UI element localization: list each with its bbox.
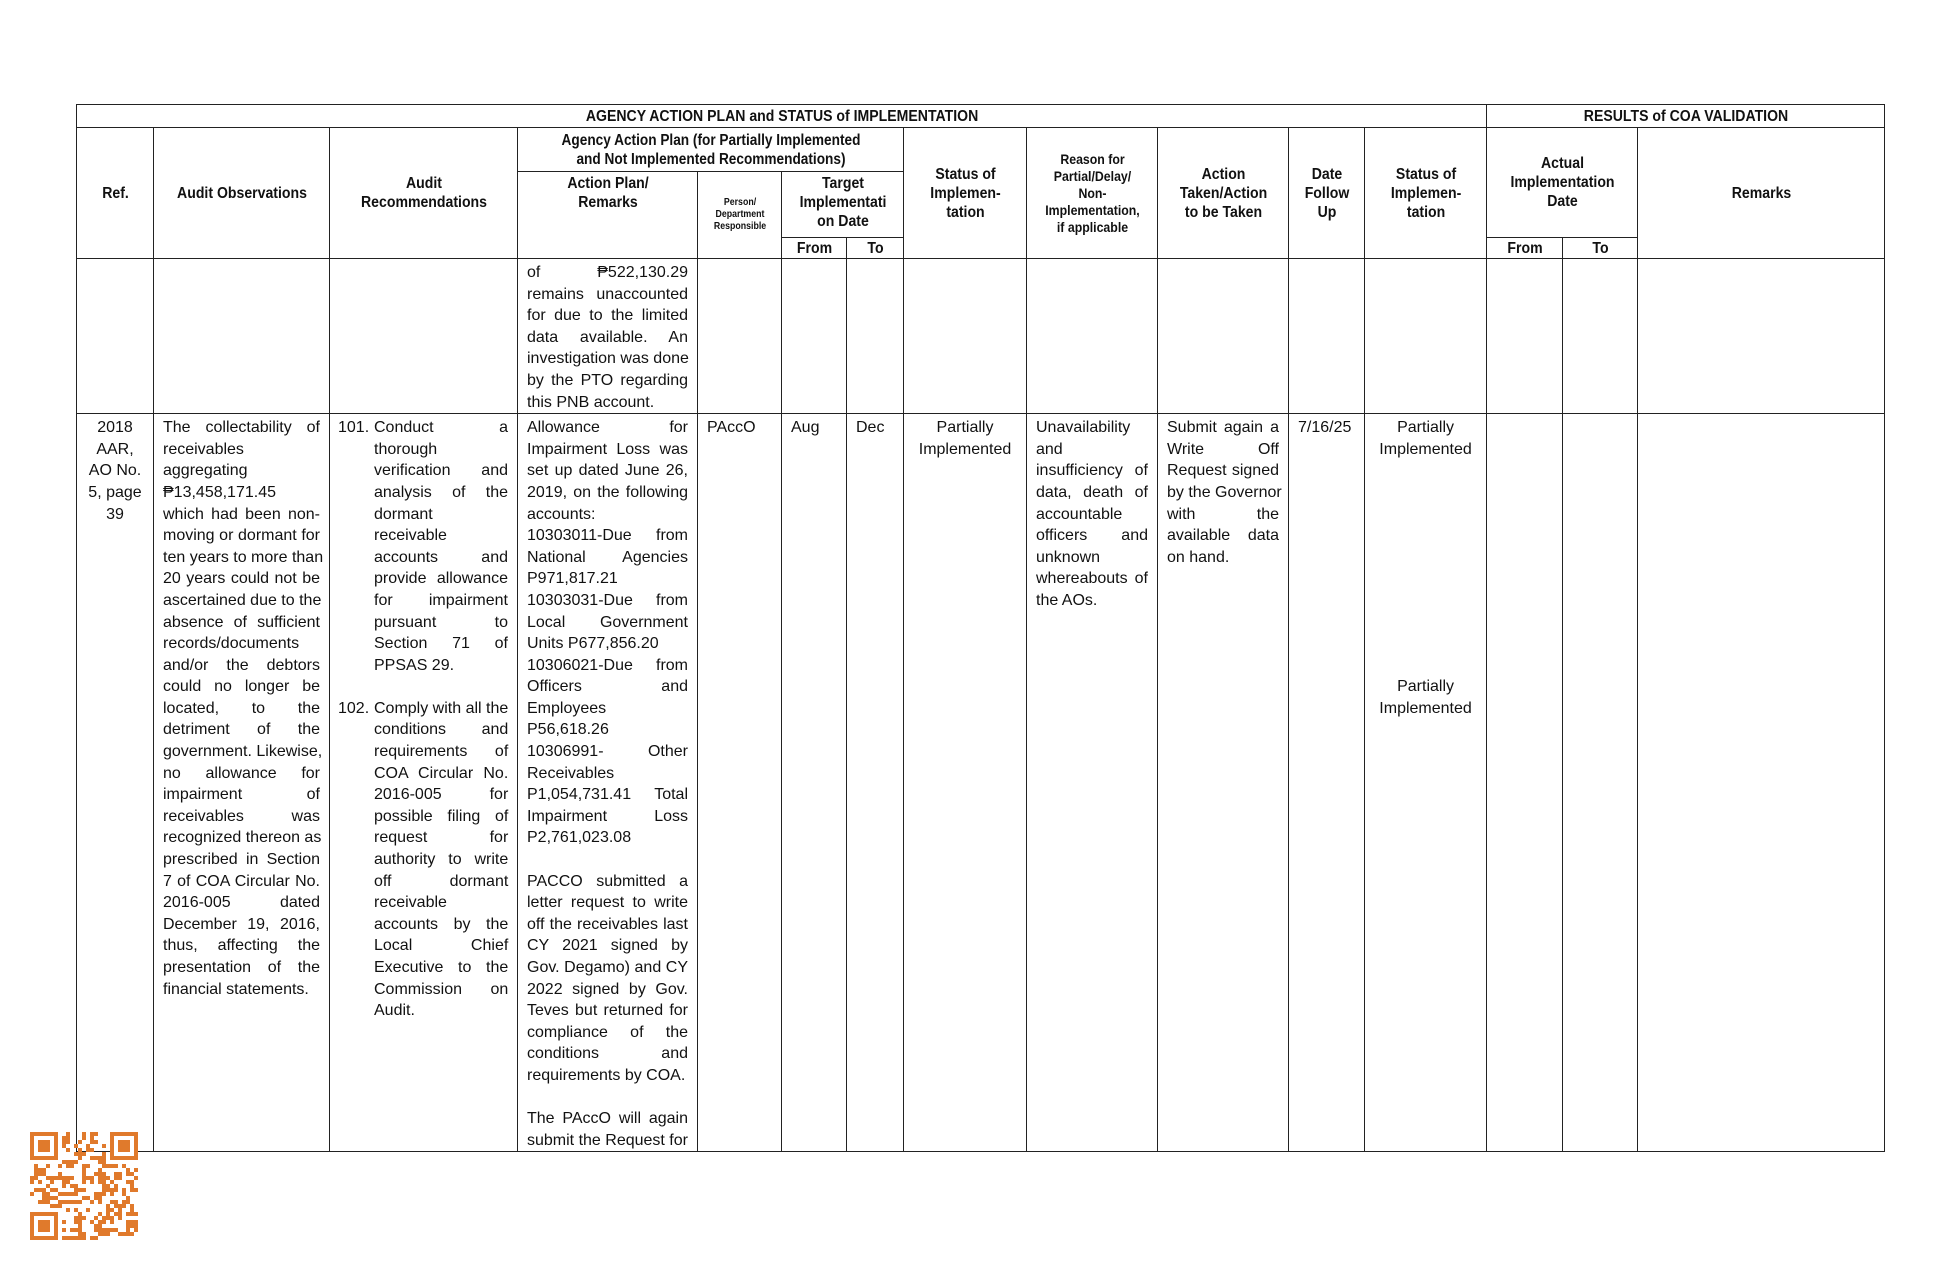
action-plan-remarks-header: Action Plan/ Remarks (528, 172, 686, 259)
qr-module (70, 1184, 74, 1188)
qr-module (134, 1228, 138, 1232)
qr-module (122, 1204, 126, 1208)
qr-module (122, 1192, 126, 1196)
qr-module (82, 1164, 86, 1168)
qr-module (130, 1220, 134, 1224)
qr-module (66, 1208, 70, 1212)
qr-module (70, 1176, 74, 1180)
actual-from-cell (1487, 414, 1563, 1152)
remarks-header: Remarks (1652, 128, 1869, 259)
recommendation-102: 102. Comply with all the conditions and requirements of COA Circular No. 2016-005 for possible filing of request for authority to write off dormant receivable accounts by the Local Chief Executive to the Commission on Audit. (338, 699, 509, 1020)
qr-module (50, 1176, 54, 1180)
qr-module (74, 1188, 78, 1192)
qr-module (118, 1232, 122, 1236)
qr-module (94, 1132, 98, 1136)
qr-module (58, 1176, 62, 1180)
qr-module (62, 1176, 66, 1180)
qr-module (82, 1172, 86, 1176)
qr-module (70, 1200, 74, 1204)
qr-module (90, 1180, 94, 1184)
qr-module (90, 1156, 94, 1160)
qr-module (134, 1168, 138, 1172)
qr-module (62, 1144, 66, 1148)
qr-module (114, 1188, 118, 1192)
qr-module (38, 1172, 42, 1176)
qr-module (98, 1172, 102, 1176)
qr-module (118, 1208, 122, 1212)
action-taken-text: Submit again a Write Off Request signed by the Governor with the available data on hand. (1167, 419, 1282, 566)
qr-module (114, 1164, 118, 1168)
qr-module (98, 1224, 102, 1228)
qr-module (58, 1204, 62, 1208)
qr-module (98, 1176, 102, 1180)
qr-module (98, 1160, 102, 1164)
qr-module (78, 1140, 82, 1144)
qr-module (46, 1200, 50, 1204)
actual-to-header: To (1567, 238, 1633, 259)
qr-module (62, 1136, 66, 1140)
qr-module (110, 1164, 114, 1168)
qr-module (98, 1192, 102, 1196)
qr-module (114, 1212, 118, 1216)
qr-module (86, 1144, 90, 1148)
qr-module (34, 1176, 38, 1180)
qr-module (130, 1232, 134, 1236)
qr-module (90, 1236, 94, 1240)
cont-observation-cell (154, 259, 330, 414)
qr-module (74, 1220, 78, 1224)
qr-module (30, 1180, 34, 1184)
qr-module (82, 1180, 86, 1184)
qr-module (94, 1236, 98, 1240)
qr-module (62, 1220, 66, 1224)
qr-module (90, 1220, 94, 1224)
coa-status-cell (1365, 414, 1487, 1152)
qr-module (122, 1232, 126, 1236)
qr-module (94, 1228, 98, 1232)
target-to-cell: Dec (847, 414, 904, 1152)
qr-module (70, 1160, 74, 1164)
qr-module (126, 1220, 130, 1224)
qr-module (98, 1212, 102, 1216)
qr-module (106, 1188, 110, 1192)
qr-module (102, 1184, 106, 1188)
qr-module (102, 1192, 106, 1196)
qr-module (90, 1200, 94, 1204)
qr-module (78, 1156, 82, 1160)
coa-status-text: Partially Implemented Partially Implemented (1379, 419, 1472, 717)
qr-module (74, 1144, 78, 1148)
ref-header: Ref. (81, 128, 149, 259)
qr-module (102, 1172, 106, 1176)
qr-module (34, 1172, 38, 1176)
qr-module (102, 1232, 106, 1236)
qr-module (110, 1188, 114, 1192)
action-taken-header: Action Taken/Action to be Taken (1165, 128, 1280, 259)
qr-module (82, 1168, 86, 1172)
status-cell (904, 414, 1027, 1152)
qr-module (98, 1180, 102, 1184)
reason-text: Unavailability and insufficiency of data, death of accountable officers and unknown whereabouts of the AOs. (1036, 419, 1148, 609)
qr-module (102, 1228, 106, 1232)
qr-module (66, 1132, 70, 1136)
qr-module (102, 1160, 106, 1164)
qr-module (86, 1164, 90, 1168)
qr-module (122, 1200, 126, 1204)
audit-recommendations-header: Audit Recommendations (341, 128, 506, 259)
agency-action-plan-header: Agency Action Plan (for Partially Implemented and Not Implemented Recommendations) (541, 128, 881, 172)
ref-text: 2018 AAR, AO No. 5, page 39 (88, 419, 142, 523)
qr-module (134, 1188, 138, 1192)
qr-module (42, 1188, 46, 1192)
person-responsible-header: Person/ Department Responsible (703, 172, 777, 259)
qr-module (78, 1232, 82, 1236)
action-plan-table (76, 104, 1885, 1152)
qr-module (82, 1152, 86, 1156)
qr-module (126, 1180, 130, 1184)
qr-module (94, 1156, 98, 1160)
table-row (77, 414, 1885, 1152)
qr-module (54, 1196, 58, 1200)
qr-module (134, 1176, 138, 1180)
qr-module (102, 1220, 106, 1224)
qr-module (78, 1152, 82, 1156)
qr-module (74, 1152, 78, 1156)
qr-module (118, 1216, 122, 1220)
qr-module (134, 1212, 138, 1216)
qr-finder-inner (38, 1220, 50, 1232)
qr-module (86, 1208, 90, 1212)
qr-module (126, 1212, 130, 1216)
qr-module (34, 1168, 38, 1172)
qr-module (66, 1160, 70, 1164)
ref-cell (77, 414, 154, 1152)
qr-module (102, 1188, 106, 1192)
qr-module (30, 1176, 34, 1180)
qr-module (66, 1180, 70, 1184)
qr-module (50, 1188, 54, 1192)
qr-module (126, 1200, 130, 1204)
qr-module (94, 1140, 98, 1144)
qr-module (110, 1180, 114, 1184)
qr-module (114, 1184, 118, 1188)
qr-module (90, 1148, 94, 1152)
qr-module (102, 1156, 106, 1160)
qr-module (42, 1200, 46, 1204)
status-header: Status of Implemen- tation (911, 128, 1019, 259)
qr-module (70, 1164, 74, 1168)
qr-module (130, 1172, 134, 1176)
qr-module (38, 1168, 42, 1172)
qr-module (94, 1224, 98, 1228)
qr-module (66, 1192, 70, 1196)
cont-action-plan-text: of ₱522,130.29 remains unaccounted for due to the limited data available. An investigation was done by the PTO regarding this PNB account. (527, 264, 689, 411)
qr-module (126, 1232, 130, 1236)
qr-module (46, 1184, 50, 1188)
qr-module (66, 1164, 70, 1168)
qr-module (98, 1220, 102, 1224)
qr-module (110, 1216, 114, 1220)
qr-module (126, 1224, 130, 1228)
qr-module (114, 1228, 118, 1232)
qr-module (54, 1176, 58, 1180)
actual-from-header: From (1491, 238, 1558, 259)
cont-ref-cell (77, 259, 154, 414)
qr-module (98, 1232, 102, 1236)
qr-module (42, 1168, 46, 1172)
qr-code-icon (30, 1132, 138, 1240)
qr-module (34, 1164, 38, 1168)
qr-module (82, 1188, 86, 1192)
qr-module (126, 1196, 130, 1200)
qr-module (38, 1188, 42, 1192)
qr-module (114, 1200, 118, 1204)
qr-module (130, 1184, 134, 1188)
qr-module (118, 1176, 122, 1180)
actual-date-header: Actual Implementation Date (1496, 128, 1629, 238)
qr-module (90, 1136, 94, 1140)
qr-module (78, 1236, 82, 1240)
qr-module (110, 1192, 114, 1196)
qr-module (42, 1192, 46, 1196)
qr-module (130, 1180, 134, 1184)
qr-module (42, 1172, 46, 1176)
qr-module (122, 1164, 126, 1168)
qr-module (58, 1164, 62, 1168)
qr-module (74, 1192, 78, 1196)
qr-module (102, 1144, 106, 1148)
qr-module (66, 1140, 70, 1144)
audit-observations-header: Audit Observations (164, 128, 319, 259)
qr-module (106, 1228, 110, 1232)
qr-module (74, 1184, 78, 1188)
cont-recommendations-cell (330, 259, 518, 414)
qr-module (62, 1236, 66, 1240)
qr-module (98, 1200, 102, 1204)
qr-module (62, 1180, 66, 1184)
qr-module (54, 1188, 58, 1192)
qr-module (106, 1232, 110, 1236)
actual-to-cell (1563, 414, 1638, 1152)
qr-module (74, 1160, 78, 1164)
qr-module (46, 1192, 50, 1196)
qr-module (50, 1204, 54, 1208)
qr-module (94, 1192, 98, 1196)
reason-header: Reason for Partial/Delay/ Non- Implementation, if applicable (1034, 128, 1149, 259)
qr-module (98, 1156, 102, 1160)
qr-module (66, 1148, 70, 1152)
qr-module (62, 1228, 66, 1232)
qr-module (106, 1212, 110, 1216)
status-text: Partially Implemented (918, 419, 1012, 458)
qr-module (58, 1172, 62, 1176)
qr-module (62, 1192, 66, 1196)
recommendations-cell (330, 414, 518, 1152)
qr-module (74, 1216, 78, 1220)
qr-module (106, 1208, 110, 1212)
qr-module (50, 1180, 54, 1184)
coa-section-header: RESULTS of COA VALIDATION (1510, 105, 1860, 128)
action-plan-cell (518, 414, 698, 1152)
qr-module (106, 1176, 110, 1180)
qr-module (78, 1224, 82, 1228)
qr-module (106, 1184, 110, 1188)
qr-module (130, 1188, 134, 1192)
qr-module (122, 1188, 126, 1192)
qr-module (42, 1196, 46, 1200)
target-date-header: Target Implementati on Date (789, 172, 896, 238)
qr-module (118, 1172, 122, 1176)
observation-cell (154, 414, 330, 1152)
qr-module (98, 1196, 102, 1200)
qr-module (82, 1176, 86, 1180)
date-follow-up-header: Date Follow Up (1293, 128, 1360, 259)
qr-module (58, 1200, 62, 1204)
qr-module (82, 1136, 86, 1140)
qr-module (74, 1236, 78, 1240)
qr-module (134, 1224, 138, 1228)
target-from-cell: Aug (782, 414, 847, 1152)
qr-module (94, 1196, 98, 1200)
qr-module (90, 1132, 94, 1136)
qr-module (110, 1228, 114, 1232)
recommendation-101: 101. Conduct a thorough verification and analysis of the dormant receivable accounts and provide allowance for impairment pursuant to Section 71 of PPSAS 29. (338, 419, 508, 674)
qr-module (86, 1148, 90, 1152)
qr-module (94, 1216, 98, 1220)
qr-module (70, 1192, 74, 1196)
qr-module (74, 1228, 78, 1232)
person-responsible-cell: PAccO (698, 414, 782, 1152)
qr-module (78, 1212, 82, 1216)
date-follow-up-cell: 7/16/25 (1289, 414, 1365, 1152)
qr-finder-inner (118, 1140, 130, 1152)
qr-module (86, 1176, 90, 1180)
qr-module (50, 1196, 54, 1200)
coa-status-header: Status of Implemen- tation (1372, 128, 1479, 259)
qr-module (114, 1172, 118, 1176)
qr-module (130, 1208, 134, 1212)
qr-module (74, 1200, 78, 1204)
qr-module (78, 1216, 82, 1220)
qr-module (62, 1140, 66, 1144)
qr-module (82, 1216, 86, 1220)
qr-module (94, 1172, 98, 1176)
continuation-row (77, 259, 1885, 414)
qr-module (62, 1160, 66, 1164)
qr-module (102, 1152, 106, 1156)
qr-module (102, 1180, 106, 1184)
qr-module (82, 1196, 86, 1200)
qr-module (86, 1196, 90, 1200)
qr-module (106, 1204, 110, 1208)
qr-module (126, 1228, 130, 1232)
remarks-cell (1638, 414, 1885, 1152)
qr-module (126, 1168, 130, 1172)
qr-module (66, 1176, 70, 1180)
qr-module (38, 1200, 42, 1204)
qr-module (126, 1172, 130, 1176)
agency-section-header: AGENCY ACTION PLAN and STATUS of IMPLEMENTATION (161, 105, 1402, 128)
qr-module (30, 1192, 34, 1196)
qr-finder-inner (38, 1140, 50, 1152)
recommendations-text (330, 414, 517, 1022)
qr-module (102, 1176, 106, 1180)
qr-module (38, 1180, 42, 1184)
observation-text: The collectability of receivables aggregating ₱13,458,171.45 which had been non- moving or dormant for ten years to more than 20 years could not be ascertained due to the absence of sufficient records/documents and/or the debtors could no longer be located, to the detriment of the government. Likewise, no allowance for impairment of receivables was recognized thereon as prescribed in Section 7 of COA Circular No. 2016-005 dated December 19, 2016, thus, affecting the presentation of the financial statements. (163, 419, 324, 998)
qr-module (78, 1220, 82, 1224)
qr-module (110, 1208, 114, 1212)
action-plan-text: Allowance for Impairment Loss was set up dated June 26, 2019, on the following accounts: 10303011-Due from National Agencies P971,817.21 10303031-Due from Local Government Units P677,856.20 10306021-Due from Officers and Employees P56,618.26 10306991- Other Receivables P1,054,731.41 Total Impairment Loss P2,761,023.08 PACCO submitted a letter request to write off the receivables last CY 2021 signed by Gov. Degamo) and CY 2022 signed by Gov. Teves but returned for compliance of the conditions and requirements by COA. The PAccO will again submit the Request for (527, 419, 688, 1149)
qr-module (62, 1184, 66, 1188)
qr-module (110, 1200, 114, 1204)
qr-module (82, 1232, 86, 1236)
qr-module (74, 1208, 78, 1212)
qr-module (78, 1148, 82, 1152)
qr-module (98, 1228, 102, 1232)
qr-module (114, 1176, 118, 1180)
qr-module (34, 1188, 38, 1192)
qr-module (70, 1228, 74, 1232)
qr-module (106, 1216, 110, 1220)
qr-module (46, 1164, 50, 1168)
qr-module (102, 1216, 106, 1220)
reason-cell (1027, 414, 1158, 1152)
qr-module (118, 1212, 122, 1216)
qr-module (70, 1236, 74, 1240)
qr-module (82, 1132, 86, 1136)
qr-module (102, 1164, 106, 1168)
qr-module (130, 1224, 134, 1228)
qr-module (78, 1200, 82, 1204)
qr-module (130, 1204, 134, 1208)
qr-module (62, 1200, 66, 1204)
qr-module (66, 1136, 70, 1140)
cont-action-plan-cell (518, 259, 698, 414)
qr-module (66, 1236, 70, 1240)
qr-module (90, 1140, 94, 1144)
qr-module (130, 1212, 134, 1216)
qr-module (82, 1236, 86, 1240)
qr-module (98, 1168, 102, 1172)
qr-module (110, 1220, 114, 1224)
qr-module (114, 1204, 118, 1208)
qr-module (134, 1220, 138, 1224)
qr-module (90, 1176, 94, 1180)
qr-module (118, 1204, 122, 1208)
qr-module (78, 1228, 82, 1232)
qr-module (78, 1188, 82, 1192)
target-from-header: From (785, 238, 842, 259)
qr-module (54, 1204, 58, 1208)
qr-module (46, 1196, 50, 1200)
target-to-header: To (850, 238, 900, 259)
qr-module (106, 1164, 110, 1168)
qr-module (66, 1200, 70, 1204)
qr-module (46, 1176, 50, 1180)
action-taken-cell (1158, 414, 1289, 1152)
qr-module (58, 1192, 62, 1196)
